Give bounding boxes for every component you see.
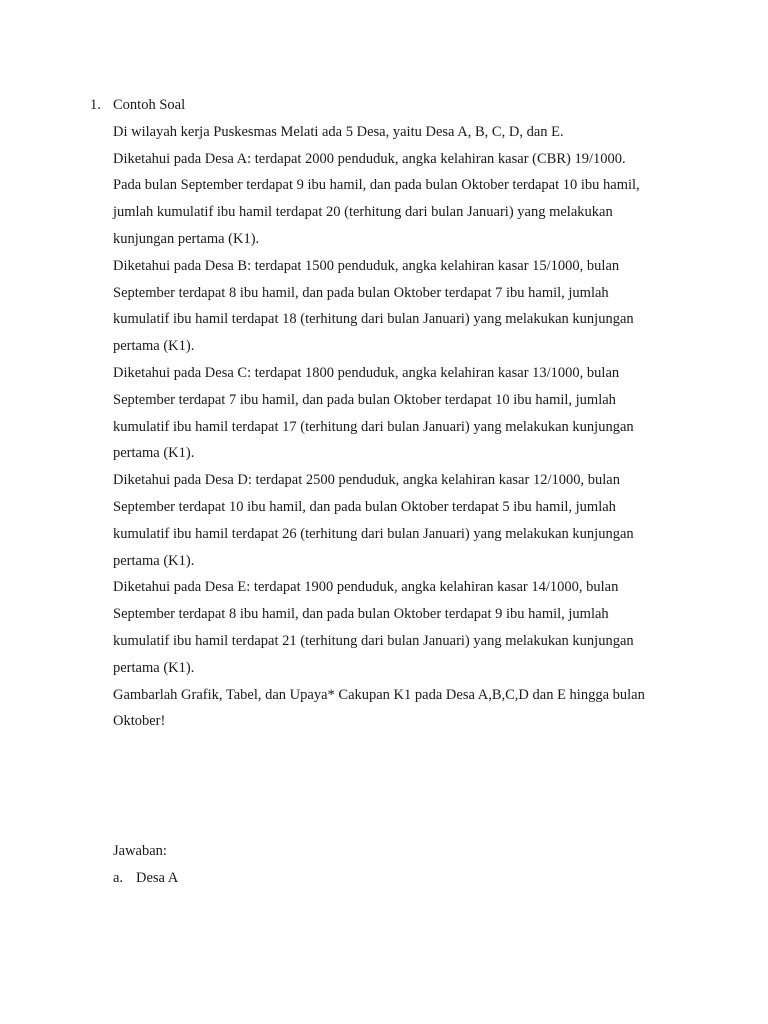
question-line: Diketahui pada Desa D: terdapat 2500 penduduk, angka kelahiran kasar 12/1000, bulan xyxy=(113,472,620,489)
question-line: September terdapat 7 ibu hamil, dan pada bulan Oktober terdapat 10 ibu hamil, jumlah xyxy=(113,391,616,408)
question-line: Diketahui pada Desa E: terdapat 1900 penduduk, angka kelahiran kasar 14/1000, bulan xyxy=(113,579,619,596)
question-line: pertama (K1). xyxy=(113,445,195,462)
question-line: Diketahui pada Desa C: terdapat 1800 penduduk, angka kelahiran kasar 13/1000, bulan xyxy=(113,364,620,381)
question-line: September terdapat 10 ibu hamil, dan pada bulan Oktober terdapat 5 ibu hamil, jumlah xyxy=(113,498,616,515)
question-line: Oktober! xyxy=(113,713,166,730)
question-line: kumulatif ibu hamil terdapat 18 (terhitung dari bulan Januari) yang melakukan kunjungan xyxy=(113,311,634,328)
question-line: Di wilayah kerja Puskesmas Melati ada 5 Desa, yaitu Desa A, B, C, D, dan E. xyxy=(113,123,564,140)
question-line: September terdapat 8 ibu hamil, dan pada bulan Oktober terdapat 9 ibu hamil, jumlah xyxy=(113,606,609,623)
question-line: Diketahui pada Desa A: terdapat 2000 penduduk, angka kelahiran kasar (CBR) 19/1000. xyxy=(113,150,626,167)
question-line: kunjungan pertama (K1). xyxy=(113,230,260,247)
question-list-number: 1. xyxy=(90,97,101,113)
answer-subitem-letter: a. xyxy=(113,869,124,886)
question-line: jumlah kumulatif ibu hamil terdapat 20 (terhitung dari bulan Januari) yang melakukan xyxy=(113,204,613,221)
question-line: kumulatif ibu hamil terdapat 17 (terhitung dari bulan Januari) yang melakukan kunjungan xyxy=(113,418,634,435)
question-line: pertama (K1). xyxy=(113,552,195,569)
answer-section xyxy=(113,838,178,892)
question-line: Pada bulan September terdapat 9 ibu hamil, dan pada bulan Oktober terdapat 10 ibu hamil, xyxy=(113,177,640,194)
question-title: Contoh Soal xyxy=(113,97,186,113)
question-line: pertama (K1). xyxy=(113,659,195,676)
question-line: pertama (K1). xyxy=(113,338,195,355)
answer-subitem xyxy=(113,865,178,892)
question-line: Diketahui pada Desa B: terdapat 1500 penduduk, angka kelahiran kasar 15/1000, bulan xyxy=(113,257,620,274)
question-line: September terdapat 8 ibu hamil, dan pada bulan Oktober terdapat 7 ibu hamil, jumlah xyxy=(113,284,609,301)
question-line: kumulatif ibu hamil terdapat 21 (terhitung dari bulan Januari) yang melakukan kunjungan xyxy=(113,632,634,649)
answer-subitem-label: Desa A xyxy=(136,869,179,886)
answer-heading: Jawaban: xyxy=(113,843,167,859)
question-line: kumulatif ibu hamil terdapat 26 (terhitung dari bulan Januari) yang melakukan kunjungan xyxy=(113,525,634,542)
question-line: Gambarlah Grafik, Tabel, dan Upaya* Cakupan K1 pada Desa A,B,C,D dan E hingga bulan xyxy=(113,686,645,703)
question-text xyxy=(113,92,683,735)
